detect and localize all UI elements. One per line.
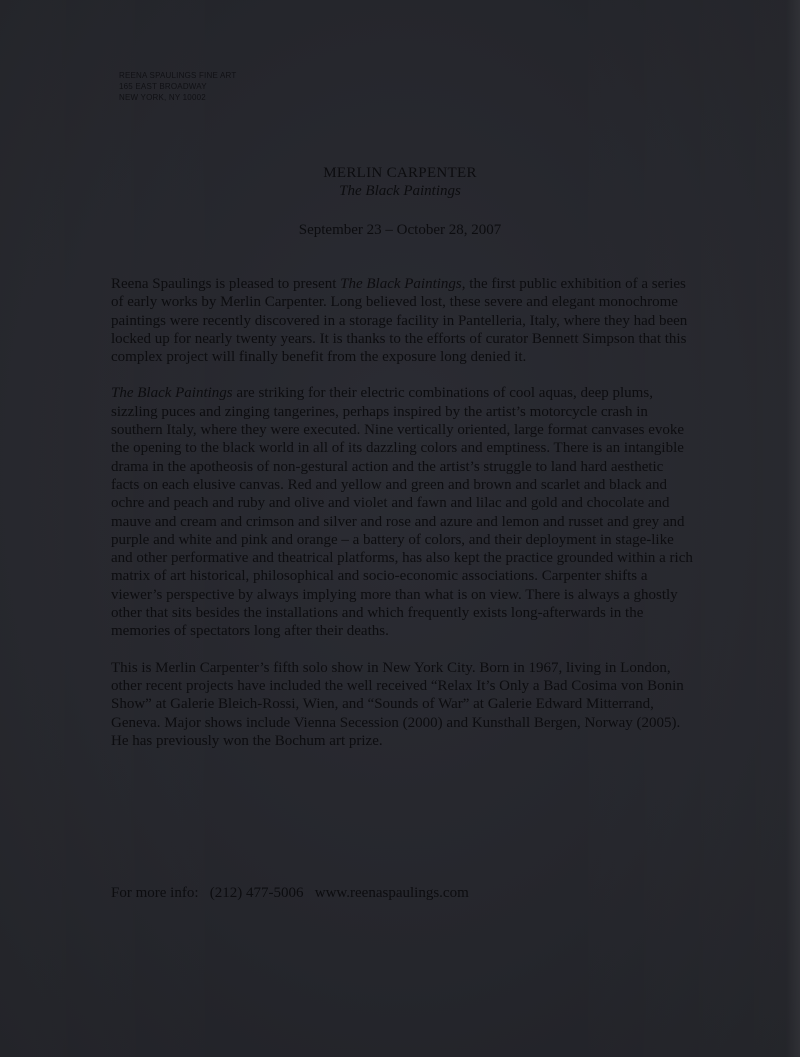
paragraph-biography: This is Merlin Carpenter’s fifth solo show in New York City. Born in 1967, living in London, other recent projects have included the well received “Relax It’s Only a Bad Cosima von Bonin Show” at Galerie Bleich-Rossi, Wien, and “Sounds of War” at Galerie Edward Mitterrand, Geneva. Major shows include Vienna Secession (2000) and Kunsthall Bergen, Norway (2005). He has previously won the Bochum art prize. (111, 659, 684, 749)
contact-footer (111, 884, 469, 902)
exhibition-heading (0, 164, 800, 200)
exhibition-dates: September 23 – October 28, 2007 (298, 222, 502, 238)
footer-label: For more info: (111, 885, 199, 901)
letterhead-city: NEW YORK, NY 10002 (119, 93, 206, 102)
paragraph-intro-title: The Black Paintings (340, 276, 462, 292)
paragraph-intro (111, 275, 693, 366)
footer-website-link[interactable]: www.reenaspaulings.com (314, 885, 469, 901)
gallery-letterhead (119, 70, 236, 103)
paragraph-intro-lead: Reena Spaulings is pleased to present (111, 276, 341, 292)
letterhead-street: 165 EAST BROADWAY (119, 82, 207, 91)
letterhead-gallery-name: REENA SPAULINGS FINE ART (119, 71, 237, 80)
page-edge (786, 0, 800, 1057)
paragraph-description-rest: are striking for their electric combinations of cool aquas, deep plums, sizzling puces and zinging tangerines, perhaps inspired by the artist’s motorcycle crash in southern Italy, where they were executed. Nine vertically oriented, large format canvases evoke the opening to the black world in all of its dazzling colors and emptiness. There is an intangible drama in the apotheosis of non-gestural action and the artist’s struggle to land hard aesthetic facts on each elusive canvas. Red and yellow and green and brown and scarlet and black and ochre and peach and ruby and olive and violet and fawn and lilac and gold and chocolate and mauve and cream and crimson and silver and rose and azure and lemon and russet and grey and purple and white and pink and orange – a battery of colors, and their deployment in stage-like and other performative and theatrical platforms, has also kept the practice grounded within a rich matrix of art historical, philosophical and socio-economic associations. Carpenter shifts a viewer’s perspective by always implying more than what is on view. There is always a ghostly other that sits besides the installations and which frequently exists long-afterwards in the memories of spectators long after their deaths. (111, 385, 693, 640)
paragraph-description (111, 384, 693, 640)
artist-name: MERLIN CARPENTER (323, 165, 477, 181)
paragraph-intro-rest: , the first public exhibition of a series of early works by Merlin Carpenter. Long believed lost, these severe and elegant monochrome paintings were recently discovered in a storage facility in Pantelleria, Italy, where they had been locked up for nearly twenty years. It is thanks to the efforts of curator Bennett Simpson that this complex project will finally benefit from the exposure long denied it. (111, 276, 688, 366)
footer-phone: (212) 477-5006 (209, 885, 304, 901)
press-release-body (111, 275, 693, 768)
paragraph-description-title: The Black Paintings (111, 385, 233, 402)
exhibition-title: The Black Paintings (339, 183, 461, 199)
